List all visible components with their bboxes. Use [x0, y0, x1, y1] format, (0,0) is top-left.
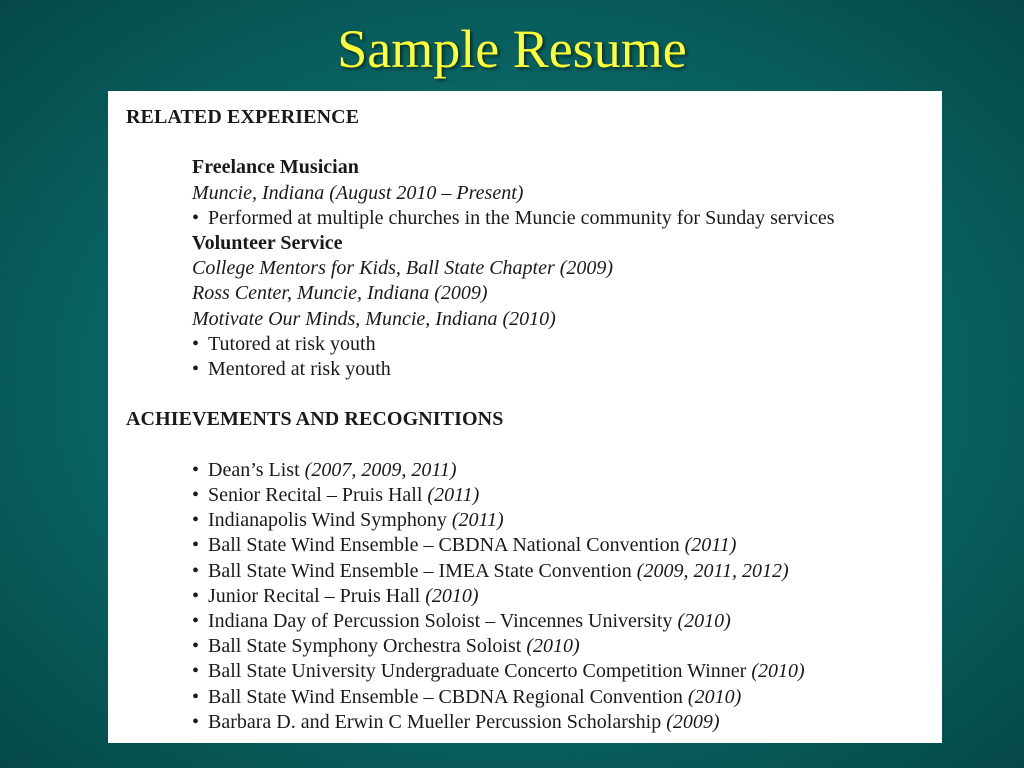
volunteer-title: Volunteer Service [192, 232, 343, 254]
achievement-years: (2010) [425, 584, 479, 607]
achievement-item [192, 584, 942, 609]
volunteer-bullet: • Tutored at risk youth [192, 332, 942, 357]
volunteer-detail: Motivate Our Minds, Muncie, Indiana (2010) [192, 307, 556, 330]
achievement-years: (2011) [684, 534, 737, 557]
achievement-item [192, 483, 942, 508]
achievement-item [192, 458, 942, 483]
volunteer-detail: College Mentors for Kids, Ball State Chapter (2009) [192, 257, 614, 280]
achievement-text: Junior Recital – Pruis Hall [208, 584, 426, 607]
achievement-text: Ball State Wind Ensemble – CBDNA National Convention [208, 534, 685, 557]
achievement-text: Indiana Day of Percussion Soloist – Vincennes University [208, 610, 678, 633]
spacer [126, 382, 942, 407]
related-experience-heading: RELATED EXPERIENCE [126, 106, 360, 128]
achievement-years: (2009, 2011, 2012) [636, 559, 789, 582]
freelance-detail: Muncie, Indiana (August 2010 – Present) [192, 181, 524, 204]
achievement-years: (2010) [687, 685, 742, 708]
volunteer-detail: Ross Center, Muncie, Indiana (2009) [192, 282, 488, 305]
achievement-years: (2011) [451, 509, 504, 532]
achievement-item [192, 634, 942, 659]
experience-section [126, 155, 942, 382]
achievement-text: Barbara D. and Erwin C Mueller Percussion Scholarship [208, 710, 667, 733]
achievement-years: (2011) [427, 484, 480, 506]
resume-document [108, 91, 942, 743]
achievement-text: Ball State Wind Ensemble – CBDNA Regional Convention [208, 685, 688, 708]
achievement-years: (2010) [526, 635, 580, 658]
achievement-text: Ball State University Undergraduate Concerto Competition Winner [208, 660, 752, 683]
achievement-years: (2007, 2009, 2011) [304, 458, 457, 481]
achievement-item [192, 533, 942, 558]
achievements-heading: ACHIEVEMENTS AND RECOGNITIONS [126, 408, 504, 431]
spacer [126, 130, 942, 155]
achievement-text: Ball State Symphony Orchestra Soloist [208, 635, 527, 658]
achievement-text: Indianapolis Wind Symphony [208, 509, 452, 532]
achievement-item [192, 508, 942, 533]
spacer [126, 433, 942, 458]
achievement-years: (2010) [677, 610, 731, 633]
achievement-item [192, 559, 942, 584]
freelance-bullet: • Performed at multiple churches in the Muncie community for Sunday services [192, 206, 942, 231]
freelance-title: Freelance Musician [192, 156, 359, 179]
volunteer-bullet: • Mentored at risk youth [192, 357, 942, 382]
achievement-item [192, 659, 942, 684]
achievement-text: Ball State Wind Ensemble – IMEA State Convention [208, 559, 637, 582]
achievements-list [126, 458, 942, 735]
slide-title: Sample Resume [337, 19, 687, 79]
achievement-item [192, 685, 942, 710]
achievement-text: Dean’s List [208, 458, 305, 481]
achievement-years: (2010) [751, 660, 805, 683]
achievement-item [192, 710, 942, 735]
achievement-text: Senior Recital – Pruis Hall [208, 484, 428, 506]
achievement-years: (2009) [666, 710, 720, 733]
achievement-item [192, 609, 942, 634]
